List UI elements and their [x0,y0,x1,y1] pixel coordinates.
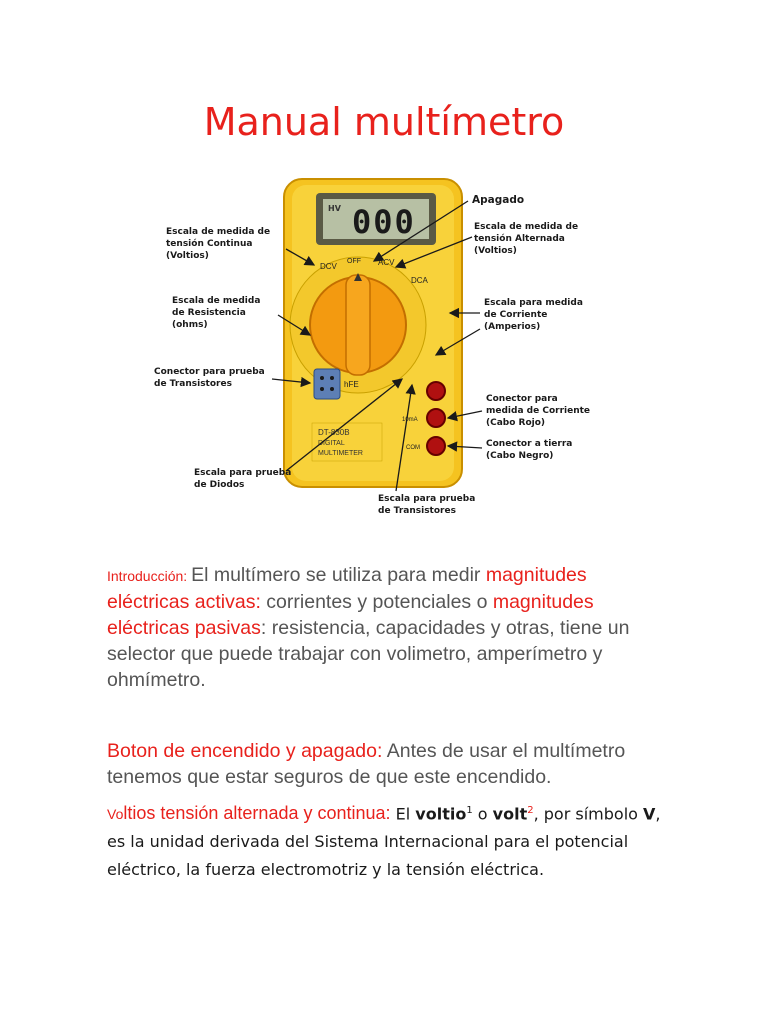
svg-text:COM: COM [406,445,420,451]
svg-text:DIGITAL: DIGITAL [318,440,345,447]
jack-com [427,437,445,455]
svg-text:Escala de medida: Escala de medida [172,296,261,306]
svg-text:Conector para: Conector para [486,394,558,404]
svg-text:tensión Continua: tensión Continua [166,239,253,249]
passive-magnitudes: magnitudes eléctricas pasivas [107,591,594,639]
display-badge: HV [328,204,341,213]
svg-text:(Cabo Negro): (Cabo Negro) [486,451,554,461]
svg-text:Conector a tierra: Conector a tierra [486,439,573,449]
svg-text:(Voltios): (Voltios) [474,246,517,256]
svg-text:ACV: ACV [378,258,395,267]
display-digits: 000 [352,203,416,241]
svg-text:(Cabo Rojo): (Cabo Rojo) [486,418,546,428]
svg-text:10mA: 10mA [402,417,418,423]
svg-text:DT-830B: DT-830B [318,428,350,437]
svg-text:Escala para medida: Escala para medida [484,298,583,308]
svg-text:DCV: DCV [320,262,337,271]
svg-text:MULTIMETER: MULTIMETER [318,450,363,457]
svg-text:OFF: OFF [347,258,361,265]
jack-ma [427,409,445,427]
svg-text:Escala para prueba: Escala para prueba [194,468,292,478]
svg-text:(Voltios): (Voltios) [166,251,209,261]
power-button-label: Boton de encendido y apagado: [107,740,383,762]
svg-text:Conector para prueba: Conector para prueba [154,367,265,377]
active-magnitudes: magnitudes eléctricas activas: [107,564,587,613]
svg-text:de Resistencia: de Resistencia [172,308,246,318]
svg-text:de Corriente: de Corriente [484,310,548,320]
svg-text:tensión Alternada: tensión Alternada [474,234,565,244]
svg-text:(ohms): (ohms) [172,320,208,330]
jack-v [427,382,445,400]
svg-text:(Amperios): (Amperios) [484,322,541,332]
intro-label: Introducción: [107,568,192,584]
intro-paragraph: Introducción: El multímero se utiliza para medir magnitudes eléctricas activas: corrientes y potenciales o magnitudes eléctricas pasivas: resistencia, capacidades y otras, tiene un selector que puede trabajar con volimetro, amperímetro y ohmímetro. [107,564,630,691]
svg-text:medida de Corriente: medida de Corriente [486,406,591,416]
svg-text:Escala para prueba: Escala para prueba [378,494,476,504]
svg-text:de Diodos: de Diodos [194,480,245,490]
multimeter-diagram [106,165,660,527]
page-title: Manual multímetro [203,100,565,144]
volts-label: Voltios tensión alternada y continua: [107,803,391,824]
power-button-paragraph: Boton de encendido y apagado: Antes de usar el multímetro tenemos que estar seguros de que este encendido. [107,740,626,788]
svg-text:hFE: hFE [344,380,359,389]
label-apagado: Apagado [472,194,525,206]
svg-text:Escala de medida de: Escala de medida de [166,227,271,237]
volts-paragraph: Voltios tensión alternada y continua: El voltio$^1$ o volt$^2$, por símbolo V, es la unidad derivada del Sistema Internacional para el potencial eléctrico, la fuerza electromotriz y la tensión eléctrica. [107,803,661,880]
svg-text:de Transistores: de Transistores [378,506,456,516]
svg-text:Escala de medida de: Escala de medida de [474,222,579,232]
svg-text:DCA: DCA [411,276,428,285]
svg-text:de Transistores: de Transistores [154,379,232,389]
transistor-socket [314,369,340,399]
